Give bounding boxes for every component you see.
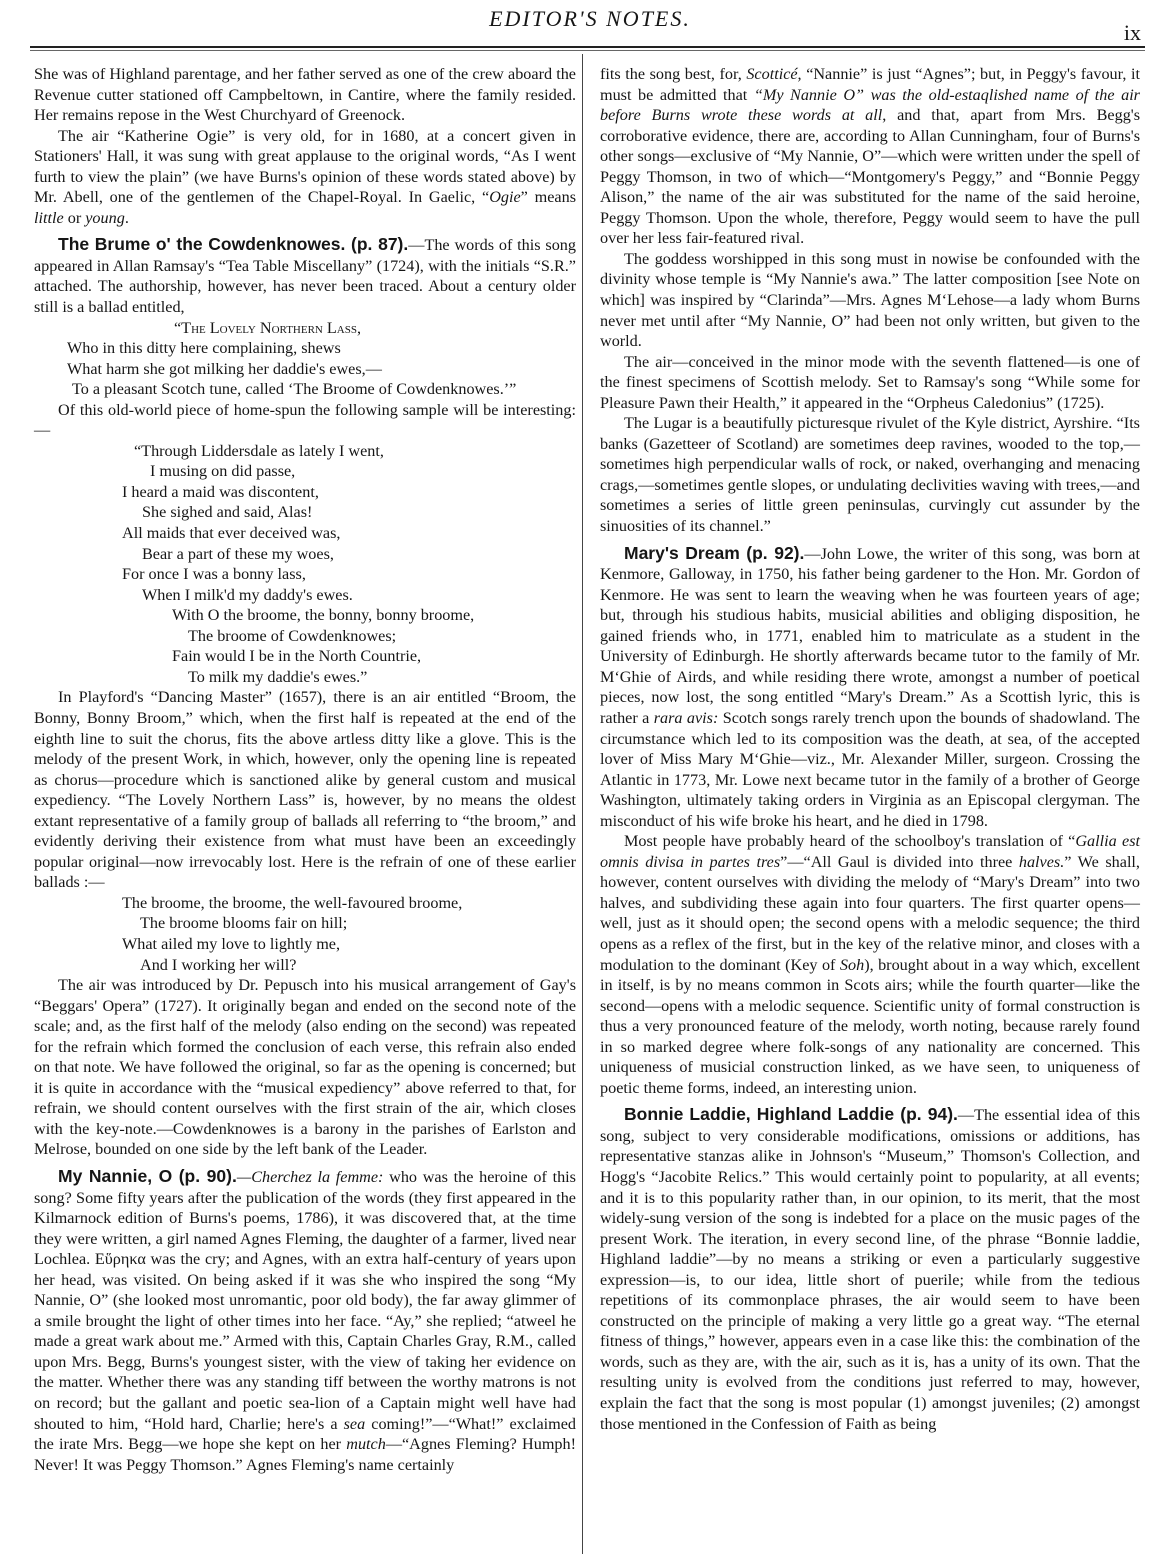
text-run: —“Agnes Fleming? Humph! Never! It was Peggy Thomson.” Agnes Fleming's name certainly [34,1435,576,1474]
verse-line: “The Lovely Northern Lass, [174,318,362,337]
text-run: The Lugar is a beautifully picturesque rivulet of the Kyle district, Ayrshire. “Its banks (Gazetteer of Scotland) are sometimes deep ravines, wooded to the top,—sometimes high perpendicular walls of rock, or naked, overhanging and menacing crags,—sometimes gentle slopes, or undulating declivities waving with trees,—and sometimes a series of little green peninsulas, curvingly cut assunder by the sinuosities of its channel.” [600,414,1140,536]
verse-line: To a pleasant Scotch tune, called ‘The Broome of Cowdenknowes.’” [72,380,517,399]
header-rule-thin [30,50,1145,51]
section-heading: My Nannie, O (p. 90). [58,1165,237,1186]
text-run: Most people have probably heard of the schoolboy's translation of “ [624,832,1076,851]
verse-line: And I working her will? [140,955,297,974]
paragraph [600,831,1140,1098]
verse-line: With O the broome, the bonny, bonny broome, [172,606,475,625]
text-run: —John Lowe, the writer of this song, was born at Kenmore, Galloway, in 1750, his father being gardener to the Hon. Mr. Gordon of Kenmore. He was sent to learn the weaving when he was fourteen years of age; but, through his studious habits, musicial abilities and obliging disposition, he gained friends who, in 1771, enabled him to matriculate as a student in the University of Edinburgh. He shortly afterwards became tutor to the family of Mr. M‘Ghie of Airds, and while residing there wrote, amongst a number of poetical pieces, now lost, the song entitled “Mary's Dream.” As a Scottish lyric, this is rather a [600,544,1140,727]
text-run: . [124,208,129,227]
verse-line: Who in this ditty here complaining, shews [67,339,341,358]
paragraph [600,413,1140,536]
verse-line: The broome, the broome, the well-favoured broome, [122,893,463,912]
text-run: “Nannie” is just “Agnes”; but, in Peggy's favour, it must be admitted that [600,65,1140,104]
paragraph [34,126,576,229]
italic-run: —Cherchez la femme: [236,1167,384,1186]
verse-line: I musing on did passe, [150,462,296,481]
section-paragraph [600,543,1140,832]
text-run: The air “Katherine Ogie” is very old, for in 1680, at a concert given in Stationers' Hall, it was sung with great applause to the original words, “As I went furth to view the plain” (we have Burns's opinion of these words stated above) by Mr. Abell, one of the gentlemen of the Chapel-Royal. In Gaelic, “ [34,126,576,207]
section-heading: The Brume o' the Cowdenknowes. (p. 87). [58,234,409,255]
paragraph [600,249,1140,352]
italic-run: little [34,208,64,227]
text-run: ”—“All Gaul is divided into three [780,852,1019,871]
paragraph [34,400,576,441]
text-run: Of this old-world piece of home-spun the following sample will be interesting:— [34,400,576,440]
verse-line: The broome blooms fair on hill; [140,914,348,933]
paragraph [34,64,576,126]
verse-line: For once I was a bonny lass, [122,565,306,584]
text-run: She was of Highland parentage, and her father served as one of the crew aboard the Revenue cutter stationed off Campbeltown, in Cantire, where the family resided. Her remains repose in the West Churchyard of Greenock. [34,65,576,125]
section-paragraph [600,1104,1140,1434]
italic-run: young [85,208,125,227]
italic-run: Ogie [489,188,521,207]
section-heading: Bonnie Laddie, Highland Laddie (p. 94). [624,1104,958,1125]
verse-block [34,318,576,400]
running-head-title: EDITOR'S NOTES. [489,6,691,31]
verse-line: What ailed my love to lightly me, [122,934,341,953]
text-run: ” means [520,188,577,207]
paragraph [600,64,1140,249]
verse-line: The broome of Cowdenknowes; [188,626,397,645]
paragraph [600,352,1140,414]
text-run: In Playford's “Dancing Master” (1657), there is an air entitled “Broom, the Bonny, Bonny Broom,” which, when the first half is repeated at the end of the eighth line to suit the chorus, fits the above artless ditty like a glove. This is the melody of the present Work, in which, however, only the opening line is repeated as chorus—procedure which is sanctioned alike by general custom and musical expediency. “The Lovely Northern Lass” is, however, by no means the oldest extant representative of a family group of ballads all referring to “the broom,” and evidently deriving their existence from what must have been an exceedingly popular original—now irrevocably lost. Here is the refrain of one of these earlier ballads :— [34,688,576,892]
verse-block [34,441,576,688]
text-run: who was the heroine of this song? Some fifty years after the publication of the words (they first appeared in the Kilmarnock edition of Burns's poems, 1786), it was discovered that, at the time they were written, a girl named Agnes Fleming, the daughter of a farmer, lived near Lochlea. Εὕρηκα was the cry; and Agnes, with an extra half-century of years upon her head, was visited. On being asked if it was she who inspired the song “My Nannie, O” (she looked most unromantic, poor old body), the far away glimmer of a smile brought the light of other times into her face. “Ay,” she replied; “atweel he made a great wark about me.” Armed with this, Captain Charles Gray, R.M., called upon Mrs. Begg, Burns's youngest sister, with the view of taking her evidence on the matter. Whether there was any standing tiff between the worthy matrons is not on record; but the gallant and poetic sea-lion of a Captain might well have had shouted to him, “Hold hard, Charlie; here's a [34,1167,576,1433]
text-run: The air was introduced by Dr. Pepusch into his musical arrangement of Gay's “Beggars' Opera” (1727). It originally began and ended on the second note of the scale; and, as the first half of the melody (also ending on the second) was repeated for the refrain which formed the conclusion of each verse, this refrain also ended on that note. We have followed the original, so far as the opening is concerned; but it is quite in accordance with the “musical expediency” above referred to that, for refrain, we should content ourselves with the first strain of the air, which closes with the key-note.—Cowdenknowes is a barony in the parishes of Earlston and Melrose, bounded on one side by the left bank of the Leader. [34,976,576,1159]
right-column [600,64,1140,1434]
text-run: —The essential idea of this song, subject to very considerable modifications, omissions or additions, has representative stanzas alike in Johnson's “Museum,” Thomson's Collection, and Hogg's “Jacobite Relics.” This would certainly point to popularity, at all events; and it is to this popularity rather than, in our opinion, to its merit, that the most widely-sung version of the song is indebted for a place on the music pages of the present Work. The iteration, in every second line, of the phrase “Bonnie laddie, Highland laddie”—by no means a striking or even a particularly suggestive expression—is, to our idea, little short of puerile; while from the tedious repetitions of its commonplace phrases, the air would seem to have been constructed on the principle of making a very little go a great way. “The eternal fitness of things,” however, appears even in a case like this: the combination of the words, such as they are, with the air, such as it is, has a unity of its own. That the resulting unity is evolved from the conditions just referred to may, however, explain the fact that the song is most popular (1) amongst juveniles; (2) amongst those mentioned in the Confession of Faith as being [600,1106,1140,1433]
verse-line: Fain would I be in the North Countrie, [172,647,422,666]
paragraph [34,975,576,1160]
verse-line: I heard a maid was discontent, [122,482,319,501]
header-rule [30,46,1145,48]
text-run: , and that, apart from Mrs. Begg's corroborative evidence, there are, according to Allan Cunningham, four of Burns's other songs—exclusive of “My Nannie, O”—which were written under the spell of Peggy Thomson, in two of which—“Montgomery's Peggy,” and “Bonnie Peggy Alison,” the name of the air was substituted for the name of the said heroine, Peggy Thomson. Upon the whole, therefore, Peggy would seem to have the pull over her less fair-featured rival. [600,106,1141,248]
text-run: The goddess worshipped in this song must in nowise be confounded with the divinity whose temple is “My Nannie's awa.” The latter composition [see Note on which] was inspired by “Clarinda”—Mrs. Agnes M‘Lehose—a lady whom Burns never met until after “My Nannie, O” had been not only written, but given to the world. [600,249,1140,351]
paragraph [34,687,576,892]
section-heading: Mary's Dream (p. 92). [624,542,805,563]
verse-line: She sighed and said, Alas! [142,503,313,522]
verse-block [34,893,576,975]
verse-line: All maids that ever deceived was, [122,524,341,543]
text-run: ” We shall, however, content ourselves with dividing the melody of “Mary's Dream” into two halves, and subdividing these again into four quarters. The first quarter opens—well, just as it should open; the second opens with a melodic sequence; the third opens as a reflex of the first, but in the key of the relative minor, and closes with a modulation to the dominant (Key of [600,852,1140,974]
verse-line: What harm she got milking her daddie's ewes,— [67,359,382,378]
verse-line: Bear a part of these my woes, [142,544,334,563]
left-column [34,64,576,1475]
text-run: The air—conceived in the minor mode with the seventh flattened—is one of the finest specimens of Scottish melody. Set to Ramsay's song “While some for Pleasure Pawn their Health,” it appeared in the “Orpheus Caledonius” (1725). [600,352,1140,412]
verse-line: When I milk'd my daddy's ewes. [142,585,353,604]
italic-run: Soh [839,955,865,974]
text-run: ), brought about in a way which, excellent in itself, is by no means common in Scots airs; while the fourth quarter—like the second—opens with a melodic sequence. Scientific unity of formal construction is thus a very pronounced feature of the melody, worth noting, because rarely found in so marked degree where folk-songs of any nationality are concerned. This uniqueness of musicial construction linked, as we have seen, to uniqueness of poetic theme forms, indeed, an interesting union. [600,955,1140,1097]
page-number: ix [1123,20,1141,45]
italic-run: halves. [1018,852,1065,871]
text-run: —The words of this song appeared in Allan Ramsay's “Tea Table Miscellany” (1724), with the initials “S.R.” attached. The authorship, however, has never been traced. About a century older still is a ballad entitled, [34,236,576,317]
verse-line: To milk my daddie's ewes.” [188,667,368,686]
text-run: fits the song best, for, [600,65,747,83]
text-run: or [63,208,86,227]
verse-line: “Through Liddersdale as lately I went, [134,441,384,460]
italic-run: Scotticé, [746,65,802,83]
column-divider [582,54,583,1554]
italic-run: mutch [346,1435,386,1454]
text-run: Scotch songs rarely trench upon the bounds of shadowland. The circumstance which led to its composition was the death, at sea, of the accepted lover of Miss Mary M‘Ghie—viz., Mr. Alexander Miller, surgeon. Crossing the Atlantic in 1773, Mr. Lowe next became tutor in the family of a brother of George Washington, ultimately taking orders in Virginia as an Episcopal clergyman. The misconduct of his wife broke his heart, and he died in 1798. [600,708,1140,830]
section-paragraph [34,234,576,317]
italic-run: sea [343,1414,366,1433]
section-paragraph [34,1166,576,1475]
italic-run: rara avis: [653,708,719,727]
italic-run: “My Nannie O” was the old-estaqlished name of the air before Burns wrote these words at all [600,85,1140,125]
italic-run: Gallia est omnis divisa in partes tres [600,832,1140,871]
text-run: coming!”—“What!” exclaimed the irate Mrs. Begg—we hope she kept on her [34,1414,576,1454]
